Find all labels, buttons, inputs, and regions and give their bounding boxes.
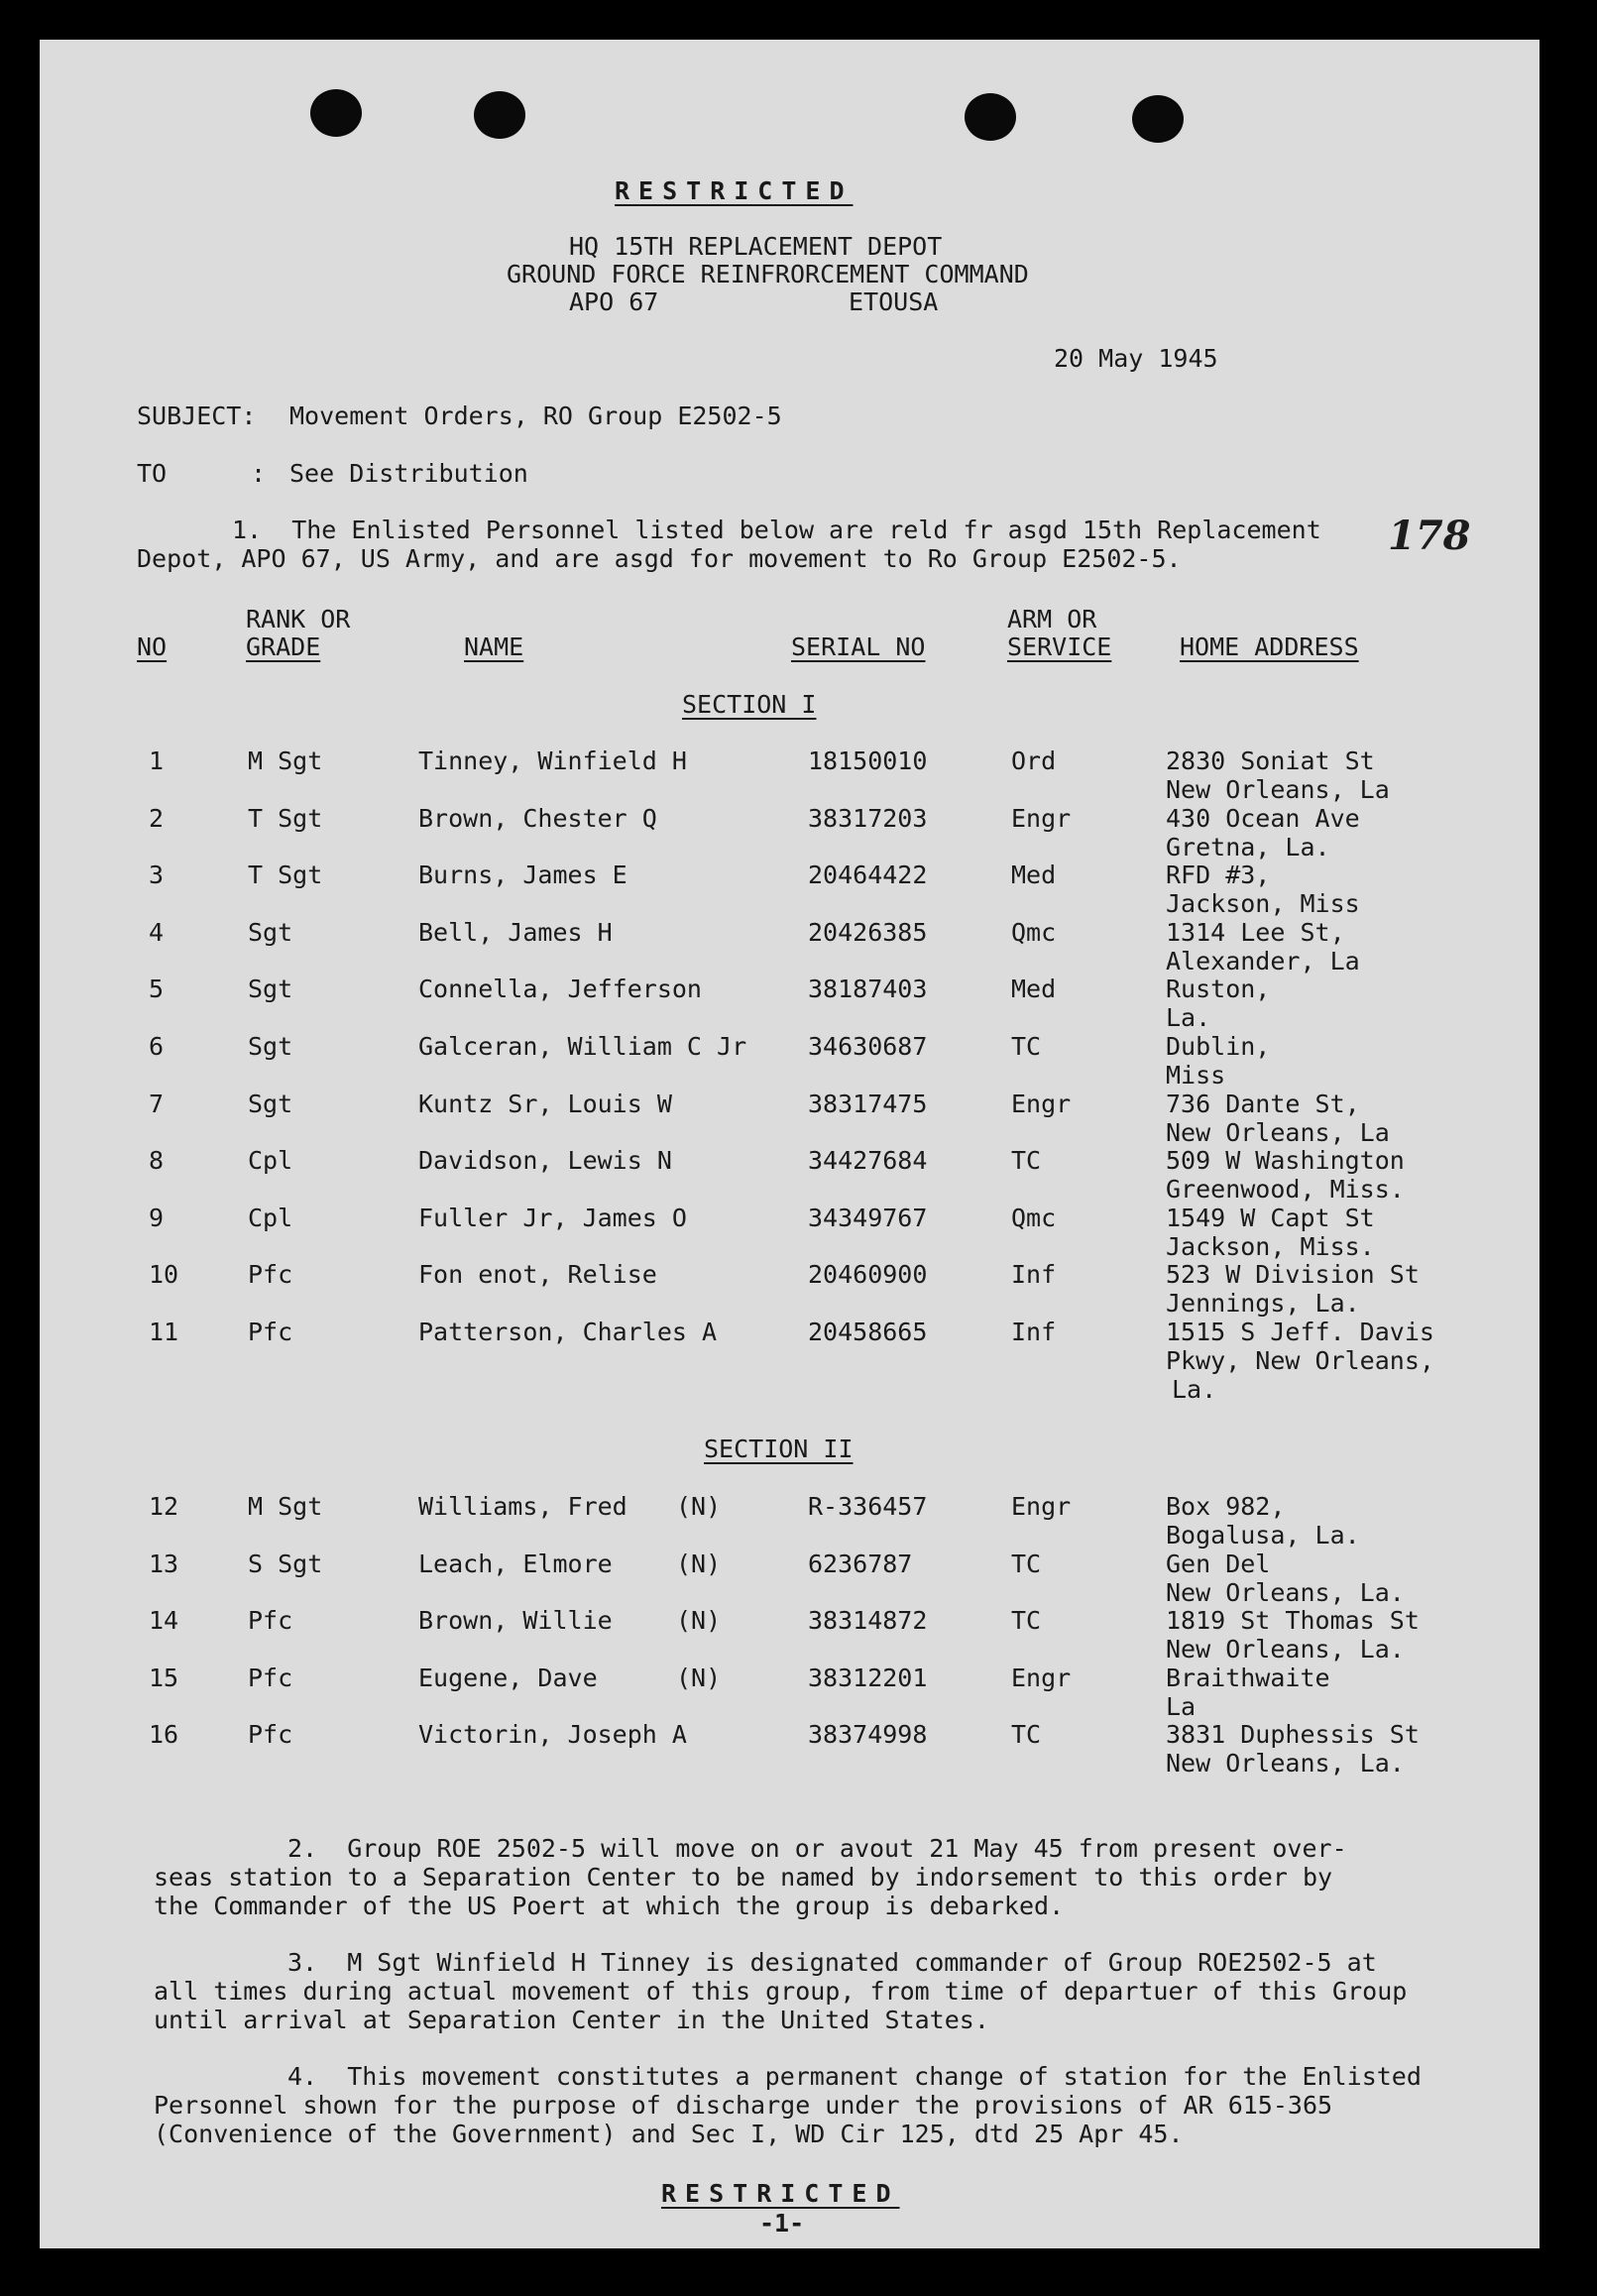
row-name: Tinney, Winfield H — [418, 746, 687, 775]
row-serial: 34349767 — [808, 1203, 928, 1232]
row-no: 5 — [149, 975, 165, 1004]
row-address-line2: La — [1166, 1691, 1197, 1721]
row-name: Williams, Fred — [418, 1492, 627, 1521]
row-address-line2: Alexander, La — [1166, 946, 1360, 976]
row-serial: 38314872 — [808, 1606, 928, 1636]
row-rank: Cpl — [248, 1203, 293, 1232]
row-serial: 38317203 — [808, 803, 928, 833]
row-name: Connella, Jefferson — [418, 975, 702, 1004]
row-address-line1: 509 W Washington — [1166, 1146, 1405, 1176]
row-serial: 34630687 — [808, 1032, 928, 1061]
row-arm: Engr — [1011, 1492, 1072, 1521]
row-serial: 6236787 — [808, 1549, 913, 1578]
row-address-line2: Miss — [1166, 1061, 1226, 1090]
row-rank: T Sgt — [248, 803, 323, 833]
table-row — [0, 746, 1597, 804]
row-arm: Engr — [1011, 803, 1072, 833]
para2-line3: the Commander of the US Poert at which the group is debarked. — [154, 1892, 1065, 1920]
row-address-line1: 1515 S Jeff. Davis — [1166, 1318, 1434, 1346]
para4-line3: (Convenience of the Government) and Sec I, WD Cir 125, dtd 25 Apr 45. — [154, 2120, 1184, 2148]
row-address-line1: 523 W Division St — [1166, 1260, 1420, 1290]
row-address-line1: 3831 Duphessis St — [1166, 1720, 1420, 1750]
row-rank: M Sgt — [248, 1492, 323, 1521]
row-arm: TC — [1011, 1549, 1042, 1578]
table-row — [0, 918, 1597, 976]
row-name: Fon enot, Relise — [418, 1260, 657, 1290]
row-name: Fuller Jr, James O — [418, 1203, 687, 1232]
table-row — [0, 1090, 1597, 1147]
row-rank: M Sgt — [248, 746, 323, 775]
col-address: HOME ADDRESS — [1180, 632, 1359, 661]
para4-line1: 4. This movement constitutes a permanent change of station for the Enlisted — [287, 2062, 1422, 2091]
row-address-line1: Braithwaite — [1166, 1663, 1330, 1692]
row-name: Patterson, Charles A — [418, 1318, 718, 1346]
table-row — [0, 1720, 1597, 1778]
org-line-1: HQ 15TH REPLACEMENT DEPOT — [569, 232, 943, 261]
row-arm: TC — [1011, 1606, 1042, 1636]
row-address-line2: Gretna, La. — [1166, 832, 1330, 861]
table-row — [0, 1032, 1597, 1090]
row-arm: Engr — [1011, 1089, 1072, 1118]
row-rank: S Sgt — [248, 1549, 323, 1578]
row-tag: (N) — [676, 1549, 722, 1578]
row-serial: 20464422 — [808, 861, 928, 890]
row-no: 15 — [149, 1663, 179, 1692]
table-row — [0, 1146, 1597, 1204]
row-serial: 38312201 — [808, 1663, 928, 1692]
row-rank: Pfc — [248, 1318, 293, 1346]
row-no: 1 — [149, 746, 165, 775]
col-rank-bottom: GRADE — [246, 632, 321, 661]
row-arm: Inf — [1011, 1260, 1057, 1290]
row-serial: 20458665 — [808, 1318, 928, 1346]
table-row — [0, 1260, 1597, 1318]
table-row — [0, 1606, 1597, 1664]
table-row — [0, 975, 1597, 1032]
section-1-title: SECTION I — [682, 690, 817, 719]
para2-line1: 2. Group ROE 2502-5 will move on or avout 21 May 45 from present over- — [287, 1834, 1347, 1863]
col-rank-top: RANK OR — [246, 605, 351, 633]
row-address-line2: Jackson, Miss. — [1166, 1231, 1375, 1261]
row-name: Davidson, Lewis N — [418, 1146, 672, 1176]
row-arm: Ord — [1011, 746, 1057, 775]
subject: Movement Orders, RO Group E2502-5 — [289, 402, 782, 430]
col-serial: SERIAL NO — [791, 632, 926, 661]
order-date: 20 May 1945 — [1054, 344, 1218, 373]
row-arm: Engr — [1011, 1663, 1072, 1692]
row-address-line2: New Orleans, La. — [1166, 1749, 1405, 1779]
row-no: 16 — [149, 1720, 179, 1750]
page-number-stamp: 178 — [1388, 513, 1471, 559]
row-name: Leach, Elmore — [418, 1549, 613, 1578]
row-address-line2: Bogalusa, La. — [1166, 1521, 1360, 1550]
row-name: Bell, James H — [418, 917, 613, 947]
para3-line3: until arrival at Separation Center in the United States. — [154, 2006, 989, 2034]
section-2-title: SECTION II — [704, 1435, 854, 1463]
to-recipient: See Distribution — [289, 459, 528, 488]
row-address-line2: New Orleans, La — [1166, 1117, 1390, 1147]
punch-hole-1 — [310, 89, 362, 137]
row-arm: TC — [1011, 1032, 1042, 1061]
table-row — [0, 1664, 1597, 1721]
row-arm: Med — [1011, 975, 1057, 1004]
punch-hole-4 — [1132, 95, 1184, 143]
para1-line2: Depot, APO 67, US Army, and are asgd for movement to Ro Group E2502-5. — [137, 544, 1182, 573]
row-name: Galceran, William C Jr — [418, 1032, 747, 1061]
row-name: Eugene, Dave — [418, 1663, 598, 1692]
row-tag: (N) — [676, 1606, 722, 1636]
row-arm: Med — [1011, 861, 1057, 890]
row-address-line1: 1549 W Capt St — [1166, 1203, 1375, 1232]
para3-line2: all times during actual movement of this group, from time of departuer of this Group — [154, 1977, 1408, 2006]
row-address-line2: Greenwood, Miss. — [1166, 1175, 1405, 1205]
row-rank: Cpl — [248, 1146, 293, 1176]
row-no: 11 — [149, 1318, 179, 1346]
row-address-line1: 1314 Lee St, — [1166, 917, 1345, 947]
row-serial: R-336457 — [808, 1492, 928, 1521]
row-rank: Pfc — [248, 1260, 293, 1290]
row-no: 10 — [149, 1260, 179, 1290]
row-no: 3 — [149, 861, 165, 890]
row-address-line1: Gen Del — [1166, 1549, 1271, 1578]
table-row — [0, 1204, 1597, 1261]
row-address-line1: Box 982, — [1166, 1492, 1286, 1521]
row-arm: Inf — [1011, 1318, 1057, 1346]
page-number: -1- — [759, 2209, 805, 2238]
row-tag: (N) — [676, 1492, 722, 1521]
row-rank: Sgt — [248, 1032, 293, 1061]
row-no: 14 — [149, 1606, 179, 1636]
row-serial: 20460900 — [808, 1260, 928, 1290]
row-address-line1: 1819 St Thomas St — [1166, 1606, 1420, 1636]
para1-line1: 1. The Enlisted Personnel listed below are reld fr asgd 15th Replacement — [232, 516, 1321, 544]
row-serial: 18150010 — [808, 746, 928, 775]
table-row — [0, 1492, 1597, 1550]
org-line-2: GROUND FORCE REINFRORCEMENT COMMAND — [507, 260, 1029, 288]
row-address-line1: 430 Ocean Ave — [1166, 803, 1360, 833]
row-serial: 38187403 — [808, 975, 928, 1004]
row-address-line1: 2830 Soniat St — [1166, 746, 1375, 775]
row-rank: T Sgt — [248, 861, 323, 890]
row-arm: TC — [1011, 1720, 1042, 1750]
row-rank: Sgt — [248, 1089, 293, 1118]
row-rank: Sgt — [248, 917, 293, 947]
col-no: NO — [137, 632, 168, 661]
row-arm: TC — [1011, 1146, 1042, 1176]
row-tag: (N) — [676, 1663, 722, 1692]
to-separator: : — [251, 459, 267, 488]
row-no: 7 — [149, 1089, 165, 1118]
row-no: 9 — [149, 1203, 165, 1232]
row-serial: 20426385 — [808, 917, 928, 947]
to-label: TO — [137, 459, 168, 488]
row-address-line2: La. — [1166, 1003, 1211, 1033]
row-address-line2: New Orleans, La. — [1166, 1577, 1405, 1607]
row-no: 4 — [149, 917, 165, 947]
subject-label: SUBJECT: — [137, 402, 257, 430]
row-name: Brown, Willie — [418, 1606, 613, 1636]
table-row — [0, 1318, 1597, 1404]
para4-line2: Personnel shown for the purpose of discharge under the provisions of AR 615-365 — [154, 2091, 1333, 2120]
para2-line2: seas station to a Separation Center to be named by indorsement to this order by — [154, 1863, 1333, 1892]
theater: ETOUSA — [849, 287, 939, 316]
row-address-line1: Ruston, — [1166, 975, 1271, 1004]
punch-hole-2 — [474, 91, 525, 139]
row-no: 6 — [149, 1032, 165, 1061]
row-address-line2: Jackson, Miss — [1166, 889, 1360, 919]
row-name: Kuntz Sr, Louis W — [418, 1089, 672, 1118]
punch-hole-3 — [965, 93, 1016, 141]
row-no: 12 — [149, 1492, 179, 1521]
table-row — [0, 861, 1597, 918]
row-rank: Pfc — [248, 1606, 293, 1636]
row-name: Brown, Chester Q — [418, 803, 657, 833]
row-address-line1: RFD #3, — [1166, 861, 1271, 890]
table-row — [0, 804, 1597, 861]
apo: APO 67 — [569, 287, 659, 316]
row-address-line1: Dublin, — [1166, 1032, 1271, 1061]
col-arm-top: ARM OR — [1007, 605, 1097, 633]
row-no: 2 — [149, 803, 165, 833]
row-arm: Qmc — [1011, 917, 1057, 947]
row-no: 8 — [149, 1146, 165, 1176]
row-address-line2: New Orleans, La. — [1166, 1635, 1405, 1665]
classification-footer: RESTRICTED — [661, 2179, 900, 2208]
row-arm: Qmc — [1011, 1203, 1057, 1232]
col-arm-bottom: SERVICE — [1007, 632, 1112, 661]
row-address-line2: Pkwy, New Orleans, — [1166, 1346, 1434, 1375]
para3-line1: 3. M Sgt Winfield H Tinney is designated commander of Group ROE2502-5 at — [287, 1948, 1377, 1977]
row-serial: 38317475 — [808, 1089, 928, 1118]
row-address-line2: New Orleans, La — [1166, 775, 1390, 804]
row-rank: Pfc — [248, 1720, 293, 1750]
row-address-line3: La. — [1172, 1375, 1217, 1404]
classification-header: RESTRICTED — [615, 176, 854, 205]
row-serial: 38374998 — [808, 1720, 928, 1750]
row-name: Burns, James E — [418, 861, 627, 890]
row-rank: Pfc — [248, 1663, 293, 1692]
row-serial: 34427684 — [808, 1146, 928, 1176]
row-no: 13 — [149, 1549, 179, 1578]
col-name: NAME — [464, 632, 524, 661]
row-name: Victorin, Joseph A — [418, 1720, 687, 1750]
row-address-line2: Jennings, La. — [1166, 1289, 1360, 1319]
row-rank: Sgt — [248, 975, 293, 1004]
table-row — [0, 1550, 1597, 1607]
row-address-line1: 736 Dante St, — [1166, 1089, 1360, 1118]
